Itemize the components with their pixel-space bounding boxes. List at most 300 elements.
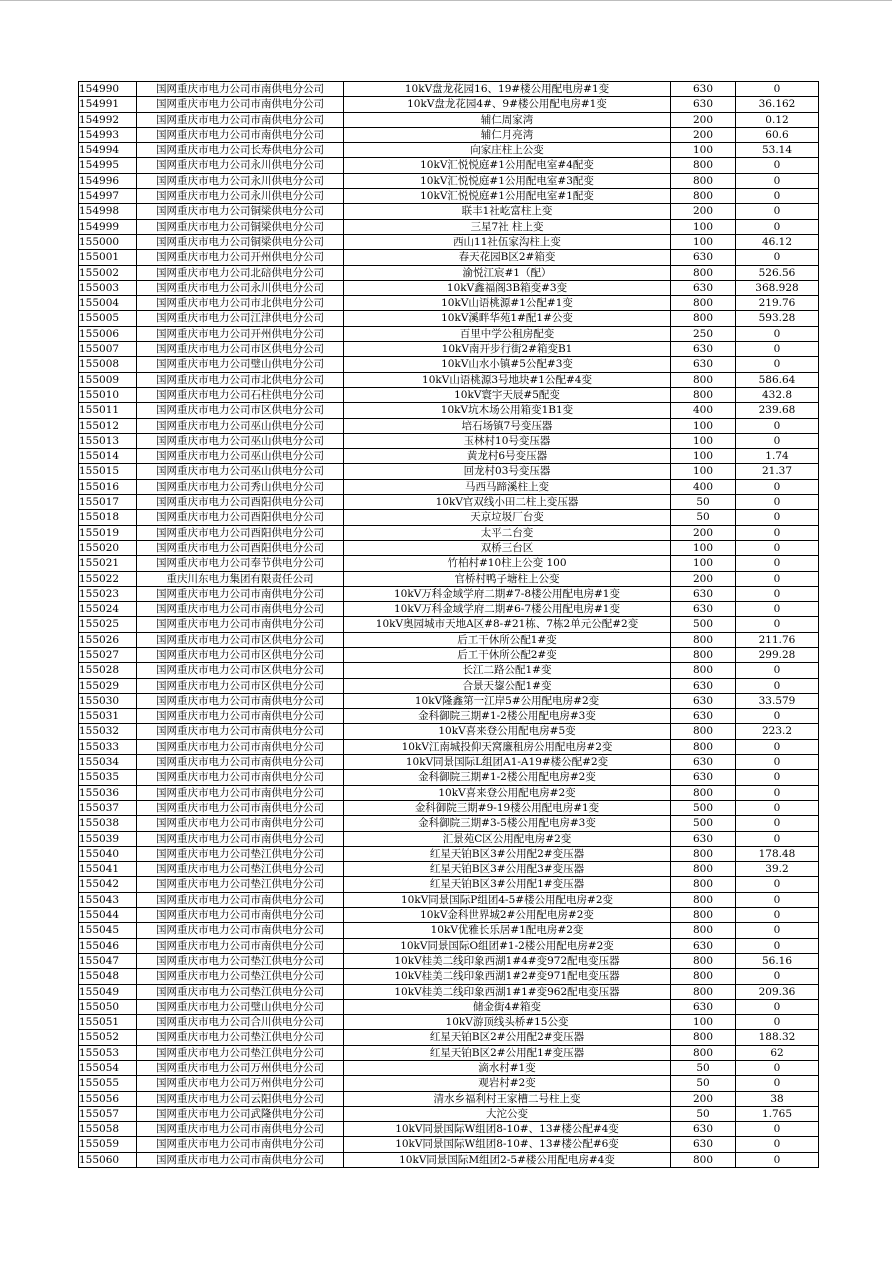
value-cell: 0 [736,755,819,770]
transformer-name-cell: 春天花园B区2#箱变 [344,250,671,265]
company-cell: 国网重庆市电力公司市南供电分公司 [137,892,344,907]
row-id-cell: 155034 [79,755,137,770]
row-id-cell: 154991 [79,97,137,112]
transformer-name-cell: 金科御院三期#1-2楼公用配电房#3变 [344,709,671,724]
transformer-name-cell: 合景天鋆公配1#变 [344,678,671,693]
row-id-cell: 155033 [79,739,137,754]
capacity-cell: 630 [671,1122,736,1137]
capacity-cell: 800 [671,724,736,739]
value-cell: 0 [736,219,819,234]
transformer-name-cell: 红星天铂B区3#公用配2#变压器 [344,846,671,861]
value-cell: 0 [736,938,819,953]
row-id-cell: 155036 [79,785,137,800]
company-cell: 国网重庆市电力公司市区供电分公司 [137,632,344,647]
capacity-cell: 630 [671,831,736,846]
company-cell: 国网重庆市电力公司北碚供电分公司 [137,265,344,280]
row-id-cell: 155056 [79,1091,137,1106]
company-cell: 国网重庆市电力公司巫山供电分公司 [137,464,344,479]
value-cell: 0 [736,1122,819,1137]
value-cell: 0 [736,816,819,831]
company-cell: 国网重庆市电力公司市南供电分公司 [137,617,344,632]
row-id-cell: 155008 [79,357,137,372]
row-id-cell: 155050 [79,999,137,1014]
row-id-cell: 155007 [79,342,137,357]
table-row [79,280,819,295]
value-cell: 0 [736,433,819,448]
row-id-cell: 155013 [79,433,137,448]
capacity-cell: 800 [671,265,736,280]
transformer-name-cell: 向家庄柱上公变 [344,143,671,158]
value-cell: 0 [736,342,819,357]
transformer-name-cell: 10kV喜来登公用配电房#2变 [344,785,671,800]
company-cell: 国网重庆市电力公司铜梁供电分公司 [137,234,344,249]
company-cell: 国网重庆市电力公司酉阳供电分公司 [137,510,344,525]
company-cell: 国网重庆市电力公司市南供电分公司 [137,1122,344,1137]
transformer-name-cell: 10kV山语桃源3号地块#1公配#4变 [344,372,671,387]
company-cell: 国网重庆市电力公司垫江供电分公司 [137,984,344,999]
row-id-cell: 155019 [79,525,137,540]
table-row [79,999,819,1014]
company-cell: 国网重庆市电力公司永川供电分公司 [137,158,344,173]
transformer-name-cell: 渝悦江宸#1（配） [344,265,671,280]
transformer-name-cell: 红星天铂B区2#公用配2#变压器 [344,1030,671,1045]
value-cell: 0 [736,785,819,800]
value-cell: 0 [736,525,819,540]
table-row [79,709,819,724]
transformer-name-cell: 10kV汇悦悦庭#1公用配电室#3配变 [344,173,671,188]
transformer-name-cell: 10kV鑫福阁3B箱变#3变 [344,280,671,295]
transformer-name-cell: 10kV奥园城市天地A区#8-#21栋、7栋2单元公配#2变 [344,617,671,632]
capacity-cell: 630 [671,999,736,1014]
row-id-cell: 155042 [79,877,137,892]
row-id-cell: 155015 [79,464,137,479]
table-row [79,433,819,448]
table-row [79,678,819,693]
row-id-cell: 155010 [79,387,137,402]
value-cell: 33.579 [736,693,819,708]
table-row [79,449,819,464]
row-id-cell: 155020 [79,540,137,555]
table-row [79,525,819,540]
table-row [79,326,819,341]
capacity-cell: 800 [671,877,736,892]
transformer-name-cell: 联丰1社屹富柱上变 [344,204,671,219]
transformer-name-cell: 10kV桂美二线印象西湖1#1#变962配电变压器 [344,984,671,999]
row-id-cell: 155005 [79,311,137,326]
company-cell: 国网重庆市电力公司万州供电分公司 [137,1061,344,1076]
value-cell: 62 [736,1045,819,1060]
value-cell: 0 [736,173,819,188]
capacity-cell: 630 [671,709,736,724]
row-id-cell: 155029 [79,678,137,693]
company-cell: 国网重庆市电力公司开州供电分公司 [137,326,344,341]
value-cell: 0 [736,586,819,601]
row-id-cell: 155060 [79,1152,137,1167]
value-cell: 0 [736,617,819,632]
value-cell: 0 [736,969,819,984]
value-cell: 0 [736,602,819,617]
table-row [79,540,819,555]
capacity-cell: 100 [671,234,736,249]
value-cell: 593.28 [736,311,819,326]
company-cell: 国网重庆市电力公司垫江供电分公司 [137,1030,344,1045]
capacity-cell: 630 [671,602,736,617]
table-row [79,831,819,846]
capacity-cell: 800 [671,785,736,800]
company-cell: 国网重庆市电力公司市南供电分公司 [137,816,344,831]
company-cell: 国网重庆市电力公司开州供电分公司 [137,250,344,265]
company-cell: 国网重庆市电力公司合川供电分公司 [137,1015,344,1030]
table-row [79,800,819,815]
table-row [79,510,819,525]
company-cell: 国网重庆市电力公司市南供电分公司 [137,938,344,953]
table-row [79,403,819,418]
table-row [79,173,819,188]
value-cell: 0 [736,1152,819,1167]
table-row [79,1137,819,1152]
value-cell: 0 [736,770,819,785]
company-cell: 国网重庆市电力公司市南供电分公司 [137,82,344,97]
capacity-cell: 800 [671,663,736,678]
row-id-cell: 155048 [79,969,137,984]
company-cell: 国网重庆市电力公司市南供电分公司 [137,739,344,754]
value-cell: 0.12 [736,112,819,127]
value-cell: 53.14 [736,143,819,158]
value-cell: 0 [736,326,819,341]
row-id-cell: 155027 [79,647,137,662]
table-row [79,892,819,907]
row-id-cell: 155030 [79,693,137,708]
company-cell: 国网重庆市电力公司市北供电分公司 [137,296,344,311]
capacity-cell: 800 [671,1152,736,1167]
company-cell: 国网重庆市电力公司市南供电分公司 [137,127,344,142]
transformer-name-cell: 10kV汇悦悦庭#1公用配电室#4配变 [344,158,671,173]
value-cell: 223.2 [736,724,819,739]
company-cell: 国网重庆市电力公司垫江供电分公司 [137,846,344,861]
row-id-cell: 155000 [79,234,137,249]
transformer-name-cell: 10kV万科金域学府二期#6-7楼公用配电房#1变 [344,602,671,617]
table-row [79,647,819,662]
company-cell: 国网重庆市电力公司铜梁供电分公司 [137,204,344,219]
row-id-cell: 155035 [79,770,137,785]
capacity-cell: 250 [671,326,736,341]
value-cell: 0 [736,1015,819,1030]
transformer-name-cell: 10kV南开步行街2#箱变B1 [344,342,671,357]
capacity-cell: 630 [671,755,736,770]
transformer-name-cell: 官桥村鸭子塘柱上公变 [344,571,671,586]
transformer-name-cell: 10kV同景国际W组团8-10#、13#楼公配#6变 [344,1137,671,1152]
transformer-name-cell: 10kV同景国际M组团2-5#楼公用配电房#4变 [344,1152,671,1167]
company-cell: 国网重庆市电力公司巫山供电分公司 [137,418,344,433]
transformer-name-cell: 10kV喜来登公用配电房#5变 [344,724,671,739]
row-id-cell: 154990 [79,82,137,97]
company-cell: 国网重庆市电力公司璧山供电分公司 [137,999,344,1014]
row-id-cell: 155002 [79,265,137,280]
row-id-cell: 155023 [79,586,137,601]
row-id-cell: 155041 [79,862,137,877]
table-row [79,204,819,219]
capacity-cell: 200 [671,1091,736,1106]
capacity-cell: 800 [671,984,736,999]
capacity-cell: 800 [671,1030,736,1045]
table-row [79,1122,819,1137]
capacity-cell: 200 [671,127,736,142]
table-row [79,755,819,770]
table-row [79,97,819,112]
value-cell: 0 [736,250,819,265]
company-cell: 国网重庆市电力公司市南供电分公司 [137,1137,344,1152]
company-cell: 国网重庆市电力公司巫山供电分公司 [137,449,344,464]
transformer-name-cell: 10kV坑木场公用箱变1B1变 [344,403,671,418]
table-row [79,617,819,632]
transformer-name-cell: 竹柏村#10柱上公变 100 [344,556,671,571]
transformer-name-cell: 辅仁月亮湾 [344,127,671,142]
table-row [79,953,819,968]
capacity-cell: 100 [671,219,736,234]
value-cell: 0 [736,800,819,815]
value-cell: 586.64 [736,372,819,387]
table-row [79,357,819,372]
row-id-cell: 155022 [79,571,137,586]
transformer-name-cell: 观岩村#2变 [344,1076,671,1091]
value-cell: 38 [736,1091,819,1106]
capacity-cell: 800 [671,862,736,877]
row-id-cell: 155026 [79,632,137,647]
capacity-cell: 800 [671,739,736,754]
row-id-cell: 155006 [79,326,137,341]
company-cell: 国网重庆市电力公司永川供电分公司 [137,280,344,295]
value-cell: 0 [736,831,819,846]
row-id-cell: 155016 [79,479,137,494]
transformer-name-cell: 10kV桂美二线印象西湖1#4#变972配电变压器 [344,953,671,968]
value-cell: 0 [736,357,819,372]
row-id-cell: 155059 [79,1137,137,1152]
table-row [79,724,819,739]
company-cell: 国网重庆市电力公司市南供电分公司 [137,785,344,800]
table-row [79,602,819,617]
transformer-name-cell: 金科御院三期#9-19楼公用配电房#1变 [344,800,671,815]
transformer-name-cell: 10kV隆鑫第一江岸5#公用配电房#2变 [344,693,671,708]
table-row [79,862,819,877]
capacity-cell: 630 [671,770,736,785]
capacity-cell: 800 [671,189,736,204]
row-id-cell: 155038 [79,816,137,831]
company-cell: 国网重庆市电力公司奉节供电分公司 [137,556,344,571]
transformer-name-cell: 大沱公变 [344,1106,671,1121]
row-id-cell: 155003 [79,280,137,295]
value-cell: 0 [736,739,819,754]
row-id-cell: 155043 [79,892,137,907]
transformer-name-cell: 双桥三台区 [344,540,671,555]
row-id-cell: 155054 [79,1061,137,1076]
company-cell: 国网重庆市电力公司武隆供电分公司 [137,1106,344,1121]
capacity-cell: 200 [671,571,736,586]
company-cell: 国网重庆市电力公司秀山供电分公司 [137,479,344,494]
transformer-name-cell: 10kV金科世界城2#公用配电房#2变 [344,908,671,923]
transformer-name-cell: 百里中学公租房配变 [344,326,671,341]
capacity-cell: 200 [671,525,736,540]
value-cell: 0 [736,82,819,97]
company-cell: 国网重庆市电力公司市南供电分公司 [137,831,344,846]
capacity-cell: 800 [671,632,736,647]
transformer-name-cell: 10kV桂美二线印象西湖1#2#变971配电变压器 [344,969,671,984]
table-row [79,877,819,892]
value-cell: 21.37 [736,464,819,479]
capacity-cell: 800 [671,311,736,326]
table-row [79,372,819,387]
row-id-cell: 155046 [79,938,137,953]
company-cell: 国网重庆市电力公司酉阳供电分公司 [137,495,344,510]
capacity-cell: 500 [671,617,736,632]
table-row [79,112,819,127]
company-cell: 国网重庆市电力公司市南供电分公司 [137,97,344,112]
value-cell: 0 [736,1076,819,1091]
company-cell: 国网重庆市电力公司永川供电分公司 [137,189,344,204]
value-cell: 0 [736,999,819,1014]
value-cell: 0 [736,892,819,907]
row-id-cell: 155031 [79,709,137,724]
company-cell: 国网重庆市电力公司垫江供电分公司 [137,1045,344,1060]
transformer-name-cell: 10kV盘龙花园16、19#楼公用配电房#1变 [344,82,671,97]
capacity-cell: 50 [671,510,736,525]
transformer-name-cell: 10kV同景国际P组团4-5#楼公用配电房#2变 [344,892,671,907]
capacity-cell: 100 [671,1015,736,1030]
transformer-name-cell: 10kV汇悦悦庭#1公用配电室#1配变 [344,189,671,204]
company-cell: 国网重庆市电力公司垫江供电分公司 [137,862,344,877]
company-cell: 国网重庆市电力公司长寿供电分公司 [137,143,344,158]
table-row [79,219,819,234]
capacity-cell: 800 [671,969,736,984]
row-id-cell: 155040 [79,846,137,861]
capacity-cell: 50 [671,1061,736,1076]
table-row [79,556,819,571]
table-row [79,464,819,479]
company-cell: 国网重庆市电力公司巫山供电分公司 [137,433,344,448]
transformer-name-cell: 10kV官双线小田二柱上变压器 [344,495,671,510]
company-cell: 国网重庆市电力公司市区供电分公司 [137,647,344,662]
table-row [79,1061,819,1076]
row-id-cell: 154995 [79,158,137,173]
table-row [79,969,819,984]
transformer-name-cell: 10kV同景国际W组团8-10#、13#楼公配#4变 [344,1122,671,1137]
value-cell: 209.36 [736,984,819,999]
value-cell: 60.6 [736,127,819,142]
table-row [79,693,819,708]
value-cell: 1.765 [736,1106,819,1121]
capacity-cell: 630 [671,280,736,295]
capacity-cell: 630 [671,693,736,708]
company-cell: 国网重庆市电力公司市北供电分公司 [137,372,344,387]
capacity-cell: 630 [671,342,736,357]
company-cell: 国网重庆市电力公司垫江供电分公司 [137,953,344,968]
page-top-border [0,0,892,1]
table-row [79,1106,819,1121]
value-cell: 56.16 [736,953,819,968]
transformer-name-cell: 三星7社 柱上变 [344,219,671,234]
company-cell: 国网重庆市电力公司垫江供电分公司 [137,969,344,984]
capacity-cell: 200 [671,204,736,219]
row-id-cell: 155047 [79,953,137,968]
transformer-name-cell: 10kV万科金域学府二期#7-8楼公用配电房#1变 [344,586,671,601]
row-id-cell: 155032 [79,724,137,739]
capacity-cell: 100 [671,143,736,158]
capacity-cell: 800 [671,647,736,662]
company-cell: 国网重庆市电力公司市南供电分公司 [137,709,344,724]
company-cell: 国网重庆市电力公司酉阳供电分公司 [137,540,344,555]
table-row [79,189,819,204]
row-id-cell: 155017 [79,495,137,510]
value-cell: 0 [736,1061,819,1076]
table-row [79,1076,819,1091]
value-cell: 299.28 [736,647,819,662]
capacity-cell: 800 [671,372,736,387]
table-row [79,984,819,999]
table-row [79,586,819,601]
table-row [79,1015,819,1030]
capacity-cell: 800 [671,953,736,968]
capacity-cell: 800 [671,173,736,188]
transformer-name-cell: 马西马蹄溪柱上变 [344,479,671,494]
transformer-name-cell: 西山11社伍家沟柱上变 [344,234,671,249]
value-cell: 178.48 [736,846,819,861]
company-cell: 国网重庆市电力公司铜梁供电分公司 [137,219,344,234]
table-row [79,632,819,647]
company-cell: 国网重庆市电力公司市区供电分公司 [137,678,344,693]
transformer-name-cell: 后工干休所公配2#变 [344,647,671,662]
company-cell: 国网重庆市电力公司市南供电分公司 [137,112,344,127]
capacity-cell: 630 [671,678,736,693]
capacity-cell: 50 [671,1106,736,1121]
capacity-cell: 100 [671,433,736,448]
capacity-cell: 630 [671,586,736,601]
row-id-cell: 155045 [79,923,137,938]
row-id-cell: 155012 [79,418,137,433]
value-cell: 211.76 [736,632,819,647]
row-id-cell: 154996 [79,173,137,188]
capacity-cell: 100 [671,464,736,479]
value-cell: 239.68 [736,403,819,418]
value-cell: 219.76 [736,296,819,311]
row-id-cell: 155004 [79,296,137,311]
transformer-name-cell: 滴水村#1变 [344,1061,671,1076]
transformer-name-cell: 10kV山语桃源#1公配#1变 [344,296,671,311]
table-row [79,158,819,173]
value-cell: 0 [736,495,819,510]
transformer-name-cell: 回龙村03号变压器 [344,464,671,479]
row-id-cell: 155051 [79,1015,137,1030]
company-cell: 国网重庆市电力公司市南供电分公司 [137,1152,344,1167]
row-id-cell: 154994 [79,143,137,158]
transformer-name-cell: 10kV溪畔华苑1#配1#公变 [344,311,671,326]
capacity-cell: 800 [671,387,736,402]
table-row [79,479,819,494]
value-cell: 39.2 [736,862,819,877]
row-id-cell: 155028 [79,663,137,678]
company-cell: 国网重庆市电力公司酉阳供电分公司 [137,525,344,540]
transformer-name-cell: 黄龙村6号变压器 [344,449,671,464]
company-cell: 国网重庆市电力公司市南供电分公司 [137,800,344,815]
value-cell: 0 [736,908,819,923]
transformer-name-cell: 天京垃圾厂台变 [344,510,671,525]
row-id-cell: 155055 [79,1076,137,1091]
table-row [79,785,819,800]
table-row [79,418,819,433]
table-row [79,739,819,754]
company-cell: 国网重庆市电力公司永川供电分公司 [137,173,344,188]
table-row [79,938,819,953]
company-cell: 国网重庆市电力公司璧山供电分公司 [137,357,344,372]
row-id-cell: 155039 [79,831,137,846]
